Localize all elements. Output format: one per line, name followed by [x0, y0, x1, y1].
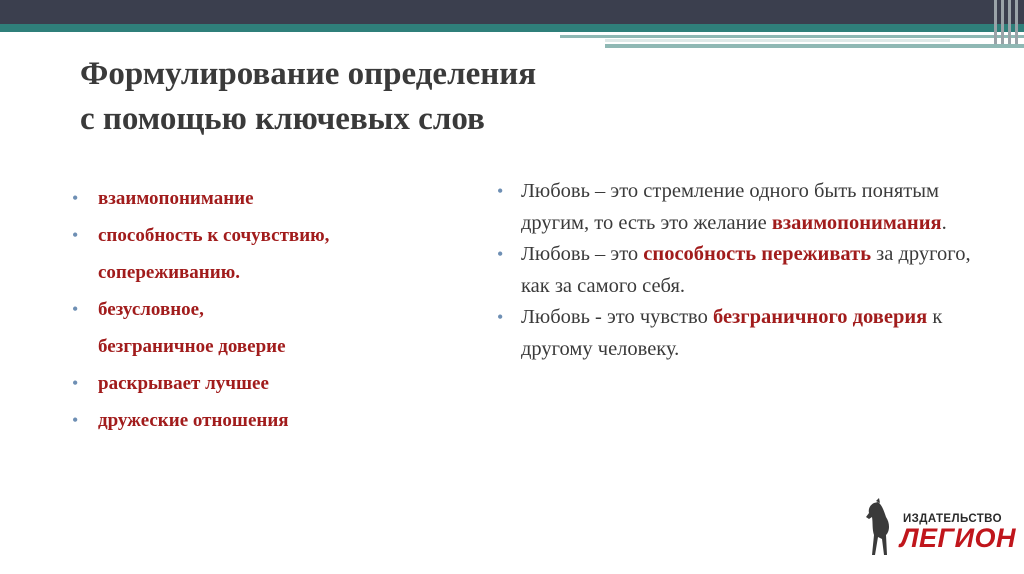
bullet-icon: •: [72, 299, 79, 319]
bullet-icon: •: [72, 410, 79, 430]
definition-keyword: взаимопонимания: [771, 211, 942, 234]
keywords-column: [72, 180, 472, 439]
definition-keyword: безграничного доверия: [712, 306, 928, 328]
definitions-column: [497, 176, 997, 365]
keyword-text: способность к сочувствию,: [98, 225, 330, 246]
bullet-icon: •: [497, 307, 504, 327]
keyword-item: [72, 291, 472, 365]
keyword-text: дружеские отношения: [98, 410, 289, 431]
definition-text: Любовь – это стремление одного быть понятым другим, то есть это желание: [521, 180, 939, 234]
definition-text: Любовь - это чувство: [521, 306, 713, 328]
bullet-icon: •: [497, 244, 504, 264]
keyword-text: безусловное,: [98, 299, 204, 320]
keyword-text: взаимопонимание: [98, 188, 254, 209]
title-line-2: с помощью ключевых слов: [80, 101, 485, 137]
header-accent-line: [0, 24, 1024, 32]
keyword-item: [72, 365, 472, 402]
header-stripe: [560, 35, 1024, 38]
slide-title: [80, 52, 900, 142]
bullet-icon: •: [72, 373, 79, 393]
bullet-icon: •: [497, 181, 504, 201]
definition-text-end: к другому человеку.: [521, 306, 943, 360]
definition-item: [497, 302, 997, 365]
definition-item: [497, 176, 997, 239]
title-line-1: Формулирование определения: [80, 56, 537, 92]
keywords-list: [72, 180, 472, 439]
logo-publisher-label: ИЗДАТЕЛЬСТВО: [903, 513, 1002, 525]
keyword-item: [72, 217, 472, 291]
bullet-icon: •: [72, 225, 79, 245]
logo-name: ЛЕГИОН: [900, 523, 1017, 553]
keyword-text-continued: безграничное доверие: [98, 336, 286, 357]
bullet-icon: •: [72, 188, 79, 208]
header-stripe: [605, 39, 950, 42]
definition-text-end: .: [941, 211, 947, 234]
definitions-list: [497, 176, 997, 365]
keyword-item: [72, 180, 472, 217]
keyword-item: [72, 402, 472, 439]
header-bar: [0, 0, 1024, 24]
header-decoration: [988, 0, 1024, 44]
definition-keyword: способность переживать: [643, 243, 872, 265]
horse-icon: [860, 497, 902, 561]
definition-text: Любовь – это: [521, 243, 644, 265]
publisher-logo: [860, 497, 1017, 561]
definition-item: [497, 239, 997, 302]
header-stripe: [605, 44, 1024, 48]
keyword-text: раскрывает лучшее: [98, 373, 269, 394]
keyword-text-continued: сопереживанию.: [98, 262, 240, 283]
definition-text-end: за другого, как за самого себя.: [521, 243, 971, 297]
